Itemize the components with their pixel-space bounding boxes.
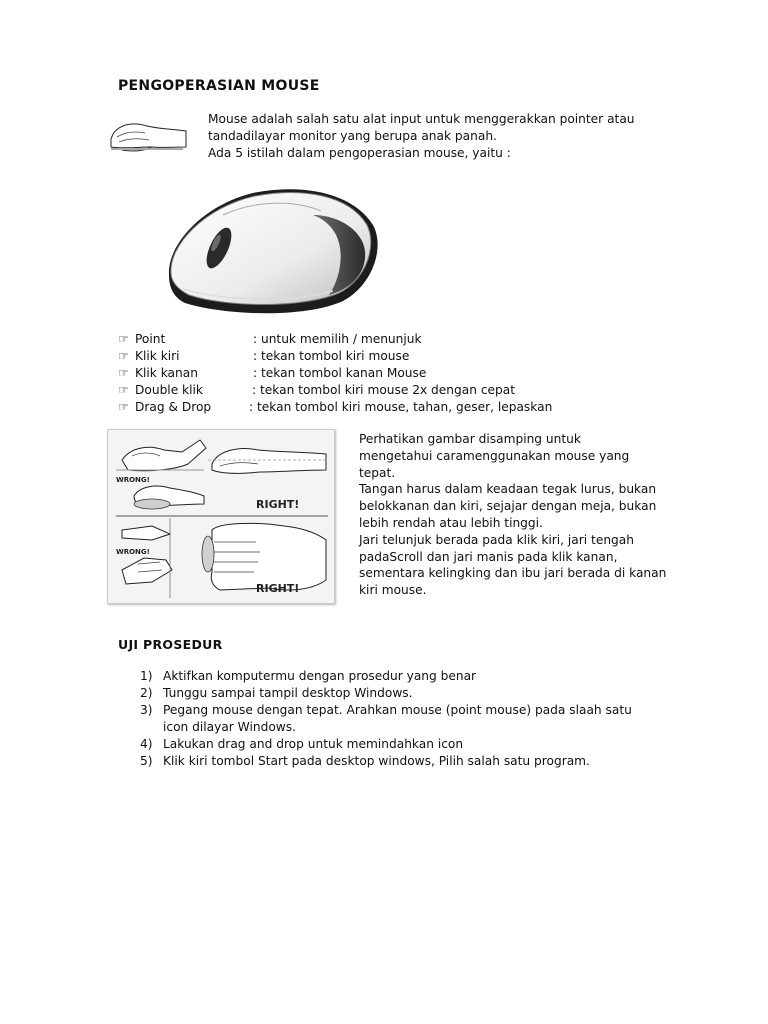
step-text: Tunggu sampai tampil desktop Windows. [163,686,413,700]
notes-line: sementara kelingking dan ibu jari berada di kanan [359,566,667,581]
intro-line: Ada 5 istilah dalam pengoperasian mouse, yaitu : [208,146,511,160]
term-name: Double klik [135,383,203,397]
section-title: UJI PROSEDUR [118,637,223,652]
notes-line: lebih rendah atau lebih tinggi. [359,515,543,530]
term-description: : tekan tombol kiri mouse 2x dengan cepat [252,383,516,397]
notes-line: belokkanan dan kiri, sejajar dengan meja, bukan [359,499,657,514]
pointing-hand-icon: ☞ [118,383,129,397]
term-name: Drag & Drop [135,400,212,414]
right-label: RIGHT! [256,498,300,511]
pointing-hand-icon: ☞ [118,349,129,363]
step-text: Klik kiri tombol Start pada desktop windows, Pilih salah satu program. [163,754,590,768]
wrong-label: WRONG! [116,548,150,556]
wrong-label: WRONG! [116,476,150,484]
step-number: 5) [140,754,153,768]
term-name: Point [135,332,166,346]
term-name: Klik kiri [135,349,180,363]
term-name: Klik kanan [135,366,198,380]
intro-line: Mouse adalah salah satu alat input untuk menggerakkan pointer atau [208,112,635,126]
notes-line: Tangan harus dalam keadaan tegak lurus, bukan [359,482,657,497]
step-text: Pegang mouse dengan tepat. Arahkan mouse (point mouse) pada slaah satu [163,703,632,717]
pointing-hand-icon: ☞ [118,332,129,346]
mouse-image [163,185,379,315]
hand-on-mouse-image [107,117,187,154]
step-text: icon dilayar Windows. [163,720,296,734]
step-number: 2) [140,686,153,700]
term-description: : tekan tombol kanan Mouse [253,366,427,380]
hand-posture-illustration [107,429,335,604]
notes-line: kiri mouse. [359,583,427,598]
notes-line: mengetahui caramenggunakan mouse yang [359,448,630,463]
notes-line: Perhatikan gambar disamping untuk [359,432,581,446]
pointing-hand-icon: ☞ [118,400,129,414]
step-text: Lakukan drag and drop untuk memindahkan icon [163,737,464,751]
step-number: 4) [140,737,153,751]
term-description: : tekan tombol kiri mouse [253,349,410,363]
right-label: RIGHT! [256,582,300,595]
step-number: 3) [140,703,153,717]
notes-line: padaScroll dan jari manis pada klik kanan, [359,549,618,564]
hand-position-notes [359,431,666,599]
intro-line: tandadilayar monitor yang berupa anak panah. [208,129,497,143]
page-title: PENGOPERASIAN MOUSE [118,78,320,94]
intro-paragraph [208,111,635,162]
step-number: 1) [140,669,153,683]
notes-line: Jari telunjuk berada pada klik kiri, jari tengah [359,532,634,547]
term-description: : tekan tombol kiri mouse, tahan, geser, lepaskan [249,400,553,414]
notes-line: tepat. [359,465,396,480]
pointing-hand-icon: ☞ [118,366,129,380]
step-text: Aktifkan komputermu dengan prosedur yang benar [163,669,477,683]
term-description: : untuk memilih / menunjuk [253,332,422,346]
